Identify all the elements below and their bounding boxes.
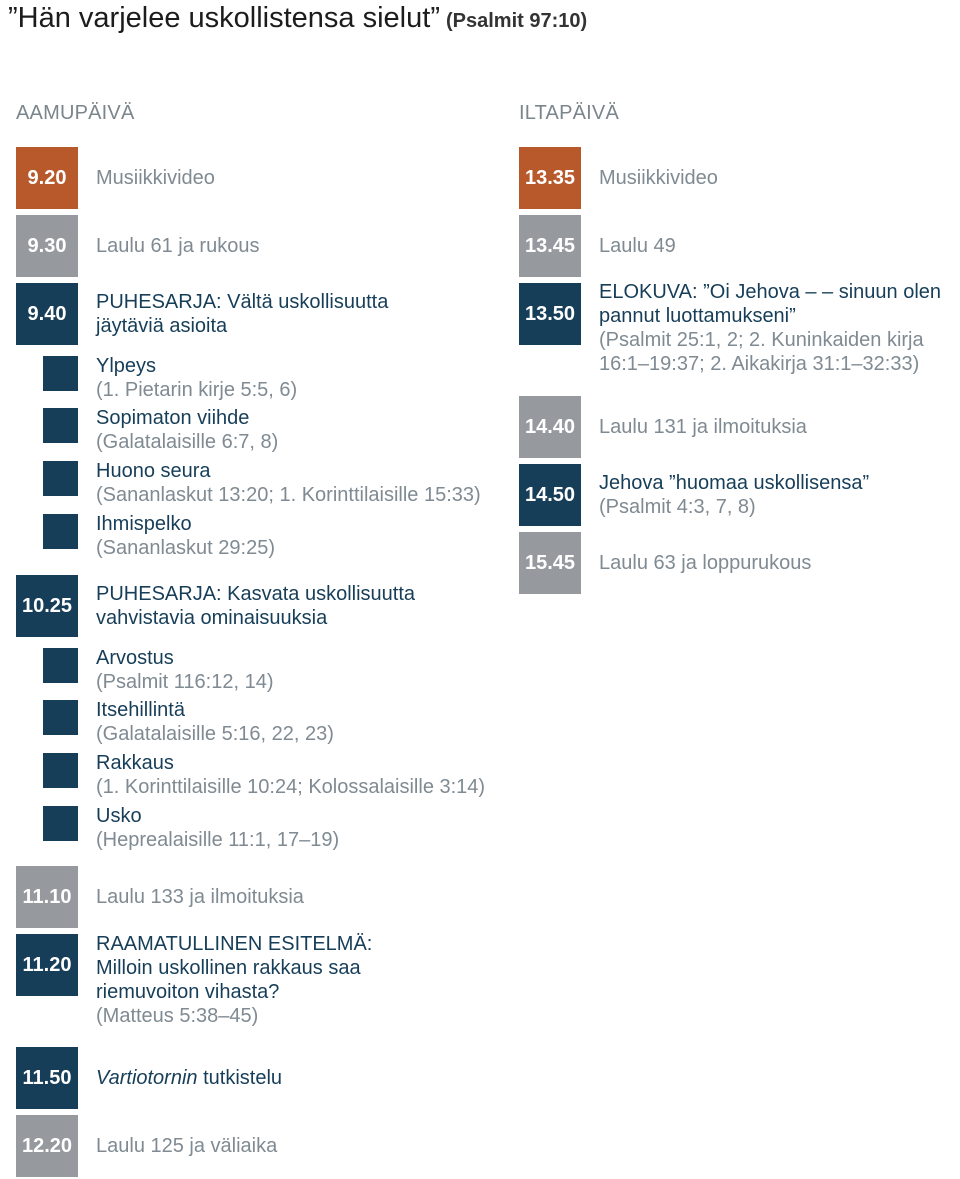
part-title: Sopimaton viihde [96,407,250,429]
program-item: Laulu 125 ja väliaika [96,1135,278,1157]
talk-title: Jehova ”huomaa uskollisensa” [599,472,870,494]
film-reference: (Psalmit 25:1, 2; 2. Kuninkaiden kirja [599,329,924,351]
time-box: 9.30 [16,215,78,277]
part-title: Usko [96,805,142,827]
part-title: Ihmispelko [96,513,192,535]
part-title: Ylpeys [96,355,157,377]
part-marker [43,753,78,788]
drama-title-line: RAAMATULLINEN ESITELMÄ: [96,933,373,955]
part-marker [43,806,78,841]
symposium-title-line: PUHESARJA: Kasvata uskollisuutta [96,583,416,605]
afternoon-label: ILTAPÄIVÄ [519,102,619,124]
film-title-line: ELOKUVA: ”Oi Jehova – – sinuun olen [599,281,942,303]
part-reference: (1. Pietarin kirje 5:5, 6) [96,379,298,401]
program-item: Laulu 61 ja rukous [96,235,260,257]
program-item: Laulu 49 [599,235,676,257]
part-reference: (Sananlaskut 13:20; 1. Korinttilaisille 15:33) [96,484,481,506]
time-box: 13.35 [519,147,581,209]
drama-title-line: riemuvoiton vihasta? [96,981,280,1003]
magazine-title: Vartiotornin [96,1067,198,1089]
part-marker [43,514,78,549]
part-reference: (1. Korinttilaisille 10:24; Kolossalaisille 3:14) [96,776,486,798]
morning-label: AAMUPÄIVÄ [16,102,135,124]
time-box: 13.45 [519,215,581,277]
time-box: 11.50 [16,1047,78,1109]
time-box: 9.40 [16,283,78,345]
program-item: Musiikkivideo [599,167,718,189]
film-title-line: pannut luottamukseni” [599,305,796,327]
part-title: Itsehillintä [96,699,185,721]
part-reference: (Sananlaskut 29:25) [96,537,276,559]
part-marker [43,700,78,735]
page-title [8,2,587,35]
part-reference: (Psalmit 116:12, 14) [96,671,274,693]
time-box: 9.20 [16,147,78,209]
program-item [96,1066,282,1090]
drama-title-line: Milloin uskollinen rakkaus saa [96,957,361,979]
part-title: Huono seura [96,460,211,482]
time-box: 12.20 [16,1115,78,1177]
part-reference: (Galatalaisille 6:7, 8) [96,431,279,453]
time-box: 15.45 [519,532,581,594]
symposium-title-line: PUHESARJA: Vältä uskollisuutta [96,291,389,313]
part-reference: (Galatalaisille 5:16, 22, 23) [96,723,334,745]
program-item-rest: tutkistelu [197,1067,283,1089]
part-title: Arvostus [96,647,174,669]
part-marker [43,461,78,496]
program-item: Musiikkivideo [96,167,215,189]
time-box: 10.25 [16,575,78,637]
program-item: Laulu 133 ja ilmoituksia [96,886,304,908]
part-title: Rakkaus [96,752,174,774]
part-marker [43,356,78,391]
time-box: 14.50 [519,464,581,526]
title-text: ”Hän varjelee uskollistensa sielut” [8,2,440,34]
time-box: 13.50 [519,283,581,345]
film-reference: 16:1–19:37; 2. Aikakirja 31:1–32:33) [599,353,920,375]
part-marker [43,408,78,443]
program-item: Laulu 131 ja ilmoituksia [599,416,807,438]
symposium-title-line: jäytäviä asioita [96,315,228,337]
talk-reference: (Psalmit 4:3, 7, 8) [599,496,756,518]
time-box: 11.10 [16,866,78,928]
part-reference: (Heprealaisille 11:1, 17–19) [96,829,340,851]
time-box: 14.40 [519,396,581,458]
program-item: Laulu 63 ja loppurukous [599,552,812,574]
symposium-title-line: vahvistavia ominaisuuksia [96,607,328,629]
drama-reference: (Matteus 5:38–45) [96,1005,259,1027]
part-marker [43,648,78,683]
time-box: 11.20 [16,934,78,996]
title-reference: (Psalmit 97:10) [445,10,588,32]
